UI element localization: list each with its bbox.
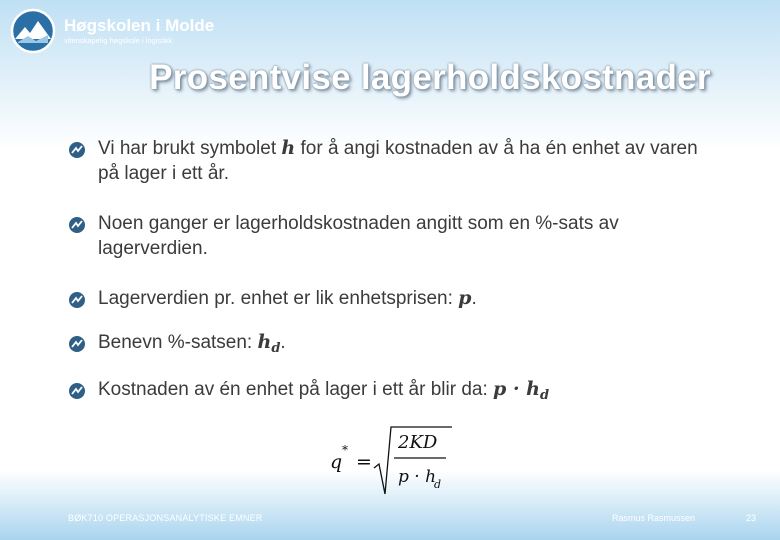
logo-tagline: vitenskapelig høgskole i logistikk xyxy=(64,36,173,45)
bullet-text: Kostnaden av én enhet på lager i ett år blir da: xyxy=(98,379,494,400)
bullet-text: . xyxy=(471,288,477,309)
bullet-text: Lagerverdien pr. enhet er lik enhetsprisen: xyxy=(98,288,459,309)
bullet-text: . xyxy=(280,332,286,353)
footer-author: Rasmus Rasmussen xyxy=(612,513,696,523)
mountain-logo-icon xyxy=(10,8,56,54)
bullet-text: Benevn %-satsen: xyxy=(98,332,258,353)
bullet-list xyxy=(68,136,718,408)
formula-lhs: q xyxy=(330,451,343,473)
bullet-item xyxy=(68,136,718,186)
logo xyxy=(10,8,214,54)
math-subscript: d xyxy=(271,341,281,356)
bullet-icon xyxy=(68,382,86,400)
eoq-formula xyxy=(328,424,458,500)
bullet-icon xyxy=(68,335,86,353)
logo-name: Høgskolen i Molde xyxy=(64,16,215,35)
bullet-text: Vi har brukt symbolet xyxy=(98,138,282,159)
formula-denominator: p · h xyxy=(398,467,437,487)
slide-title: Prosentvise lagerholdskostnader xyxy=(149,58,711,97)
math-symbol: h xyxy=(281,137,296,159)
bullet-text: Noen ganger er lagerholdskostnaden angitt som en %-sats av lagerverdien. xyxy=(98,213,619,259)
bullet-text: for å angi kostnaden av å ha én enhet av varen på lager i ett år. xyxy=(98,138,698,184)
page-number: 23 xyxy=(746,513,757,523)
bullet-item xyxy=(68,286,718,311)
logo-text xyxy=(64,16,214,46)
math-symbol: p · h xyxy=(493,378,540,400)
math-subscript: d xyxy=(540,388,550,403)
footer-course: BØK710 OPERASJONSANALYTISKE EMNER xyxy=(68,513,263,523)
math-symbol: h xyxy=(257,331,272,353)
formula-equals: = xyxy=(356,451,372,473)
formula-numerator: 2KD xyxy=(398,432,438,453)
bullet-item xyxy=(68,330,718,361)
math-symbol: p xyxy=(458,287,472,309)
formula-denominator-subscript: d xyxy=(434,478,442,491)
bullet-icon xyxy=(68,216,86,234)
bullet-item xyxy=(68,211,718,261)
bullet-item xyxy=(68,377,718,408)
bullet-icon xyxy=(68,291,86,309)
formula-lhs-superscript: * xyxy=(342,443,348,457)
bullet-icon xyxy=(68,141,86,159)
